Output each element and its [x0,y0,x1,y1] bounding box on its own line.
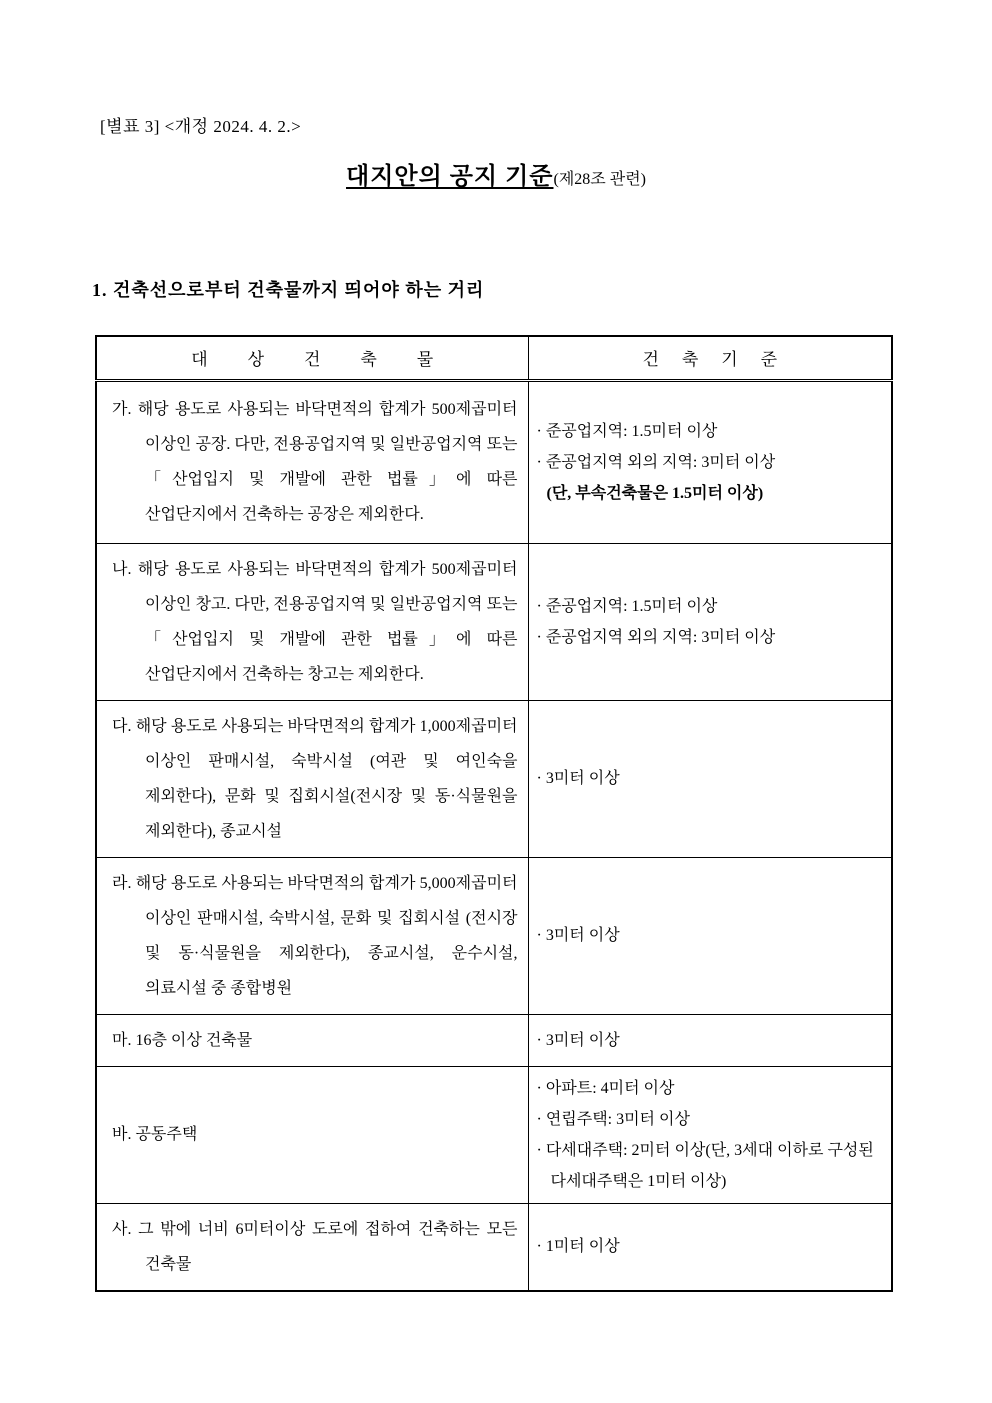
target-cell [96,1014,528,1066]
target-cell [96,700,528,857]
revision-annotation: [별표 3] <개정 2024. 4. 2.> [100,117,302,136]
table-header-row [96,336,892,380]
target-cell [96,1066,528,1203]
target-text: 라. 해당 용도로 사용되는 바닥면적의 합계가 5,000제곱미터 이상인 판매시설, 숙박시설, 문화 및 집회시설 (전시장 및 동·식물원을 제외한다), 종교시설, 운수시설, 의료시설 중 종합병원 [112,874,518,997]
standard-line: · 준공업지역: 1.5미터 이상 [536,597,718,615]
table-row [96,1066,892,1203]
target-text: 나. 해당 용도로 사용되는 바닥면적의 합계가 500제곱미터 이상인 창고. 다만, 전용공업지역 및 일반공업지역 또는 「산업입지 및 개발에 관한 법률」에 따른 산업단지에서 건축하는 창고는 제외한다. [112,560,518,683]
target-cell [96,1203,528,1291]
target-text: 마. 16층 이상 건축물 [112,1031,253,1049]
standard-line: · 3미터 이상 [536,770,620,787]
standard-cell [528,1066,892,1203]
target-text: 사. 그 밖에 너비 6미터이상 도로에 접하여 건축하는 모든 건축물 [112,1220,518,1273]
standard-line: · 다세대주택: 2미터 이상(단, 3세대 이하로 구성된 다세대주택은 1미터 이상) [536,1141,874,1190]
standard-cell [528,700,892,857]
page-title-note: (제28조 관련) [553,171,646,188]
header-target-building: 대 상 건 축 물 [96,336,528,380]
standard-line: · 준공업지역 외의 지역: 3미터 이상 [536,453,776,471]
target-text: 가. 해당 용도로 사용되는 바닥면적의 합계가 500제곱미터 이상인 공장. 다만, 전용공업지역 및 일반공업지역 또는 「산업입지 및 개발에 관한 법률」에 따른 산업단지에서 건축하는 공장은 제외한다. [112,401,518,523]
standard-line: · 준공업지역 외의 지역: 3미터 이상 [536,628,776,646]
table-row [96,700,892,857]
target-text: 다. 해당 용도로 사용되는 바닥면적의 합계가 1,000제곱미터 이상인 판매시설, 숙박시설 (여관 및 여인숙을 제외한다), 문화 및 집회시설(전시장 및 동·식물원을 제외한다), 종교시설 [112,717,518,840]
standard-cell [528,857,892,1014]
table-row [96,1203,892,1291]
table-row [96,380,892,543]
standard-cell [528,543,892,700]
standard-line: · 3미터 이상 [536,1031,620,1049]
standard-cell [528,1014,892,1066]
target-cell [96,543,528,700]
standard-line: · 1미터 이상 [536,1238,620,1255]
table-row [96,1014,892,1066]
standard-cell [528,1203,892,1291]
table-row [96,543,892,700]
standard-line: · 3미터 이상 [536,927,620,944]
target-cell [96,857,528,1014]
target-cell [96,380,528,543]
standard-line: · 준공업지역: 1.5미터 이상 [536,422,718,440]
standards-table [95,335,893,1292]
standard-note-bold: (단, 부속건축물은 1.5미터 이상) [546,484,764,502]
title-block [0,156,992,191]
table-row [96,857,892,1014]
standard-cell [528,380,892,543]
target-text: 바. 공동주택 [112,1126,198,1143]
section-heading: 1. 건축선으로부터 건축물까지 띄어야 하는 거리 [92,280,485,300]
standard-line: · 연립주택: 3미터 이상 [536,1110,690,1128]
standard-line: · 아파트: 4미터 이상 [536,1079,675,1097]
header-building-standard: 건 축 기 준 [528,336,892,380]
page-title: 대지안의 공지 기준 [346,164,554,190]
